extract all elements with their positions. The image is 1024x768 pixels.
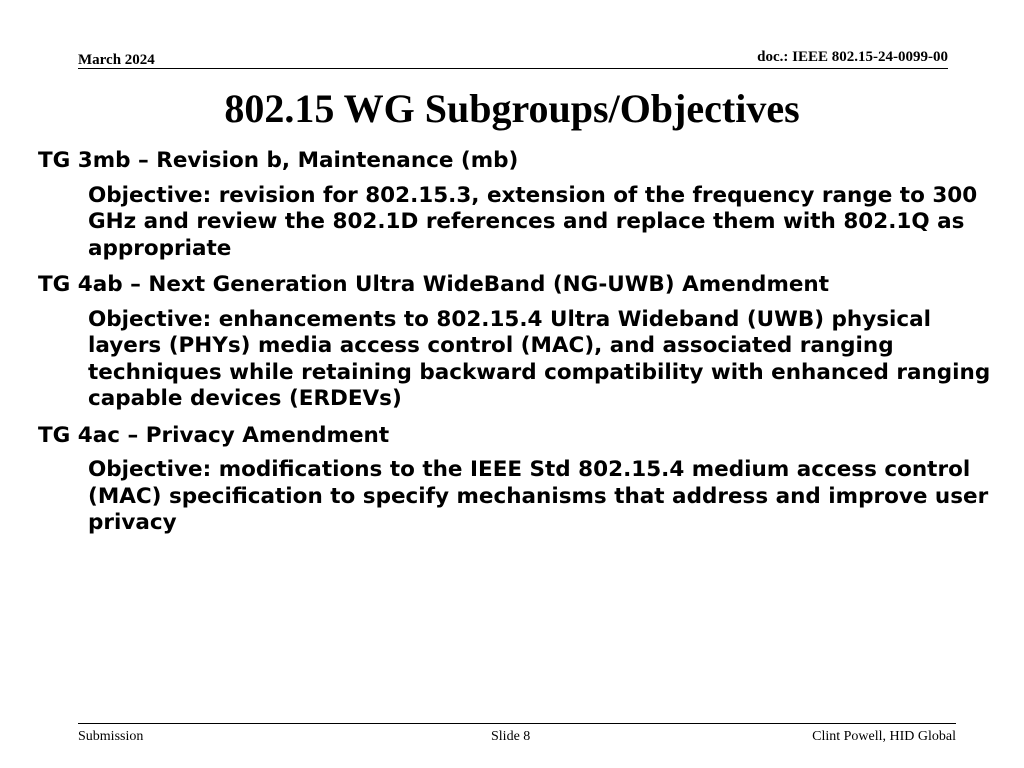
subgroup-tg3mb <box>38 148 998 262</box>
footer-slide-number: Slide 8 <box>491 729 531 744</box>
subgroup-heading: TG 3mb – Revision b, Maintenance (mb) <box>38 148 519 173</box>
footer-divider <box>78 723 956 724</box>
footer-submission: Submission <box>78 729 144 744</box>
subgroup-objective: Objective: revision for 802.15.3, extension of the frequency range to 300 GHz and review the 802.1D references and replace them with 802.1Q as appropriate <box>88 182 978 261</box>
subgroup-heading: TG 4ac – Privacy Amendment <box>38 422 390 448</box>
subgroup-tg4ab <box>38 272 998 413</box>
footer-author: Clint Powell, HID Global <box>812 729 956 744</box>
slide-title: 802.15 WG Subgroups/Objectives <box>224 86 800 131</box>
subgroup-objective: Objective: modifications to the IEEE Std 802.15.4 medium access control (MAC) specification to specify mechanisms that address and improve user privacy <box>88 457 989 535</box>
header-divider <box>78 68 948 69</box>
subgroup-heading: TG 4ab – Next Generation Ultra WideBand (NG-UWB) Amendment <box>38 272 830 297</box>
slide-body <box>38 148 998 547</box>
subgroup-tg4ac <box>38 423 998 537</box>
subgroup-objective: Objective: enhancements to 802.15.4 Ultra Wideband (UWB) physical layers (PHYs) media access control (MAC), and associated ranging techniques while retaining backward compatibility with enhanced ranging capable devices (ERDEVs) <box>88 306 991 411</box>
header-date: March 2024 <box>78 52 155 68</box>
header-doc-id: doc.: IEEE 802.15-24-0099-00 <box>757 49 948 65</box>
